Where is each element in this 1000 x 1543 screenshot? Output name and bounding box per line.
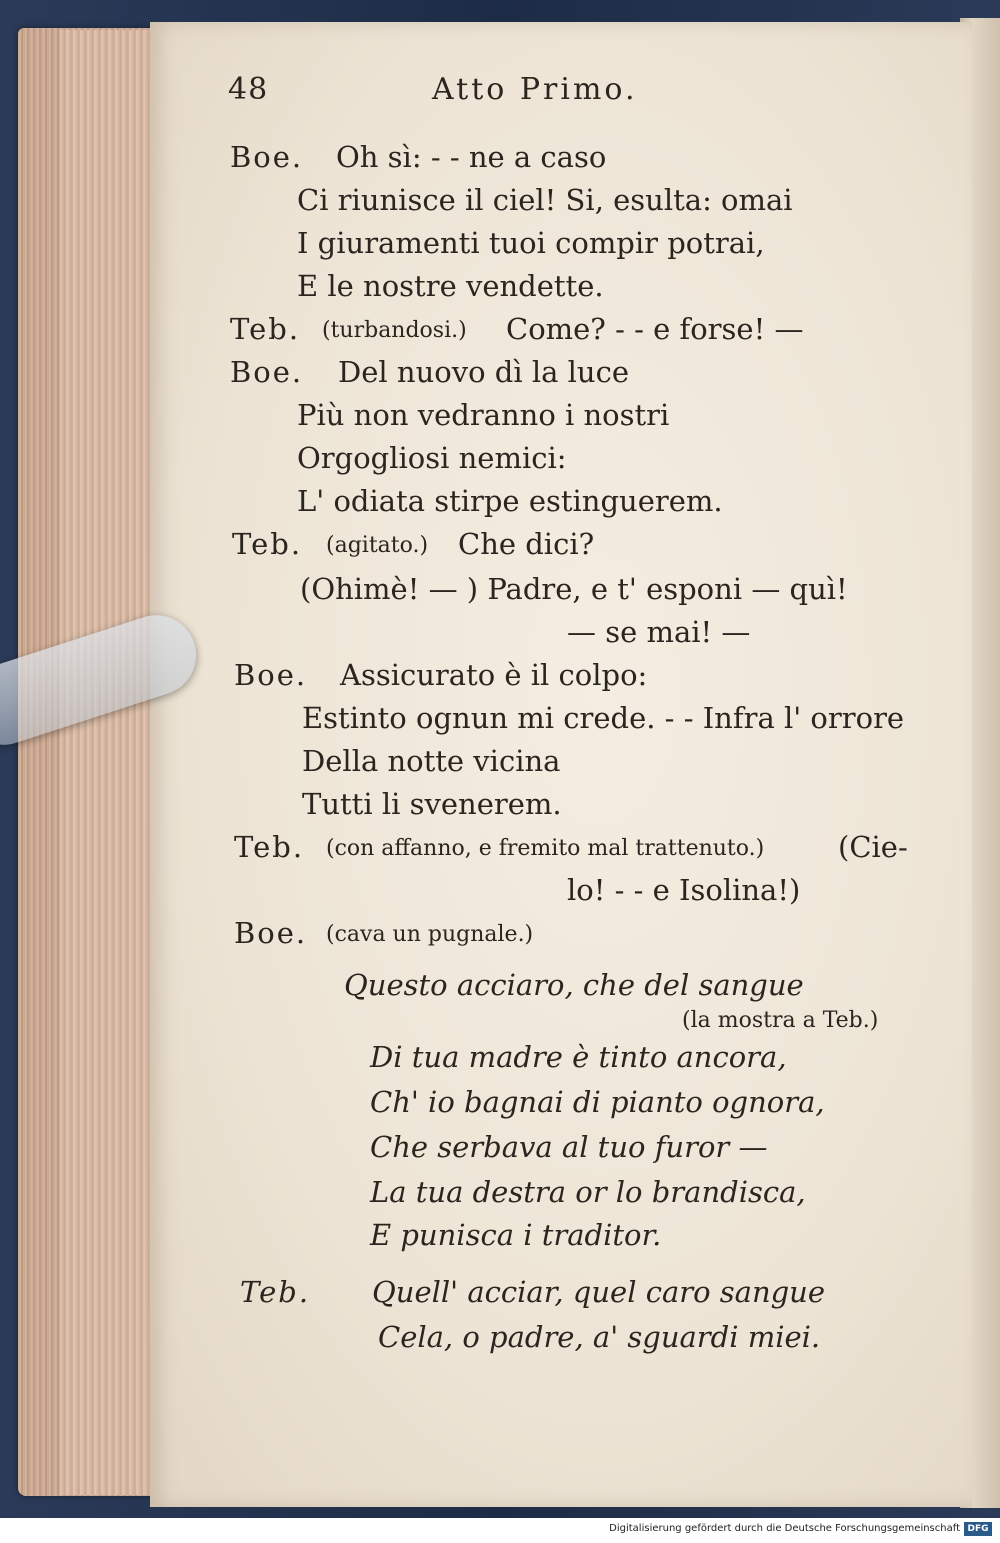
verse-line: Di tua madre è tinto ancora, bbox=[370, 1040, 787, 1074]
verse-line: Orgogliosi nemici: bbox=[297, 441, 567, 475]
speaker-label: Teb. bbox=[230, 312, 301, 346]
stage-direction: (agitato.) bbox=[326, 533, 429, 558]
verse-line: Assicurato è il colpo: bbox=[340, 658, 648, 692]
verse-line: Come? - - e forse! — bbox=[506, 312, 804, 346]
speaker-label: Boe. bbox=[230, 355, 304, 389]
verse-line: Tutti li svenerem. bbox=[302, 787, 562, 821]
verse-line: Ch' io bagnai di pianto ognora, bbox=[370, 1085, 825, 1119]
verse-line: Estinto ognun mi crede. - - Infra l' orrore bbox=[302, 701, 905, 735]
footer-bar bbox=[0, 1518, 1000, 1543]
verse-line: Questo acciaro, che del sangue bbox=[344, 968, 804, 1002]
verse-line: — se mai! — bbox=[567, 615, 751, 649]
speaker-label: Teb. bbox=[240, 1275, 311, 1309]
verse-line: lo! - - e Isolina!) bbox=[567, 873, 801, 907]
stage-direction: (con affanno, e fremito mal trattenuto.) bbox=[326, 836, 765, 861]
stage-direction: (turbandosi.) bbox=[322, 318, 467, 343]
verse-line: E punisca i traditor. bbox=[370, 1218, 662, 1252]
speaker-label: Boe. bbox=[234, 916, 308, 950]
verse-line: E le nostre vendette. bbox=[297, 269, 604, 303]
verse-line: Quell' acciar, quel caro sangue bbox=[372, 1275, 826, 1309]
speaker-label: Teb. bbox=[234, 830, 305, 864]
verse-line: Più non vedranno i nostri bbox=[297, 398, 670, 432]
footer-credit: Digitalisierung gefördert durch die Deutsche Forschungsgemeinschaft bbox=[609, 1523, 960, 1534]
verse-line: Della notte vicina bbox=[302, 744, 561, 778]
speaker-label: Teb. bbox=[232, 527, 303, 561]
stage-direction: (la mostra a Teb.) bbox=[682, 1008, 879, 1033]
verse-line: Oh sì: - - ne a caso bbox=[336, 140, 607, 174]
speaker-label: Boe. bbox=[234, 658, 308, 692]
verse-line: (Ohimè! — ) Padre, e t' esponi — quì! bbox=[300, 572, 848, 606]
verse-line: Del nuovo dì la luce bbox=[338, 355, 629, 389]
verse-line: Ci riunisce il ciel! Si, esulta: omai bbox=[297, 183, 793, 217]
book-page-edges-inner bbox=[60, 30, 155, 1495]
speaker-label: Boe. bbox=[230, 140, 304, 174]
verse-line: L' odiata stirpe estinguerem. bbox=[297, 484, 723, 518]
verse-line: Che serbava al tuo furor — bbox=[370, 1130, 768, 1164]
verse-line: Cela, o padre, a' sguardi miei. bbox=[378, 1320, 821, 1354]
verse-line: I giuramenti tuoi compir potrai, bbox=[297, 226, 765, 260]
page-number: 48 bbox=[228, 72, 269, 107]
verse-line: La tua destra or lo brandisca, bbox=[370, 1175, 806, 1209]
page-header-title: Atto Primo. bbox=[432, 72, 638, 107]
verse-line: Che dici? bbox=[458, 527, 595, 561]
stage-direction: (cava un pugnale.) bbox=[326, 922, 534, 947]
dfg-logo: DFG bbox=[964, 1522, 992, 1536]
verse-line: (Cie- bbox=[838, 830, 908, 864]
